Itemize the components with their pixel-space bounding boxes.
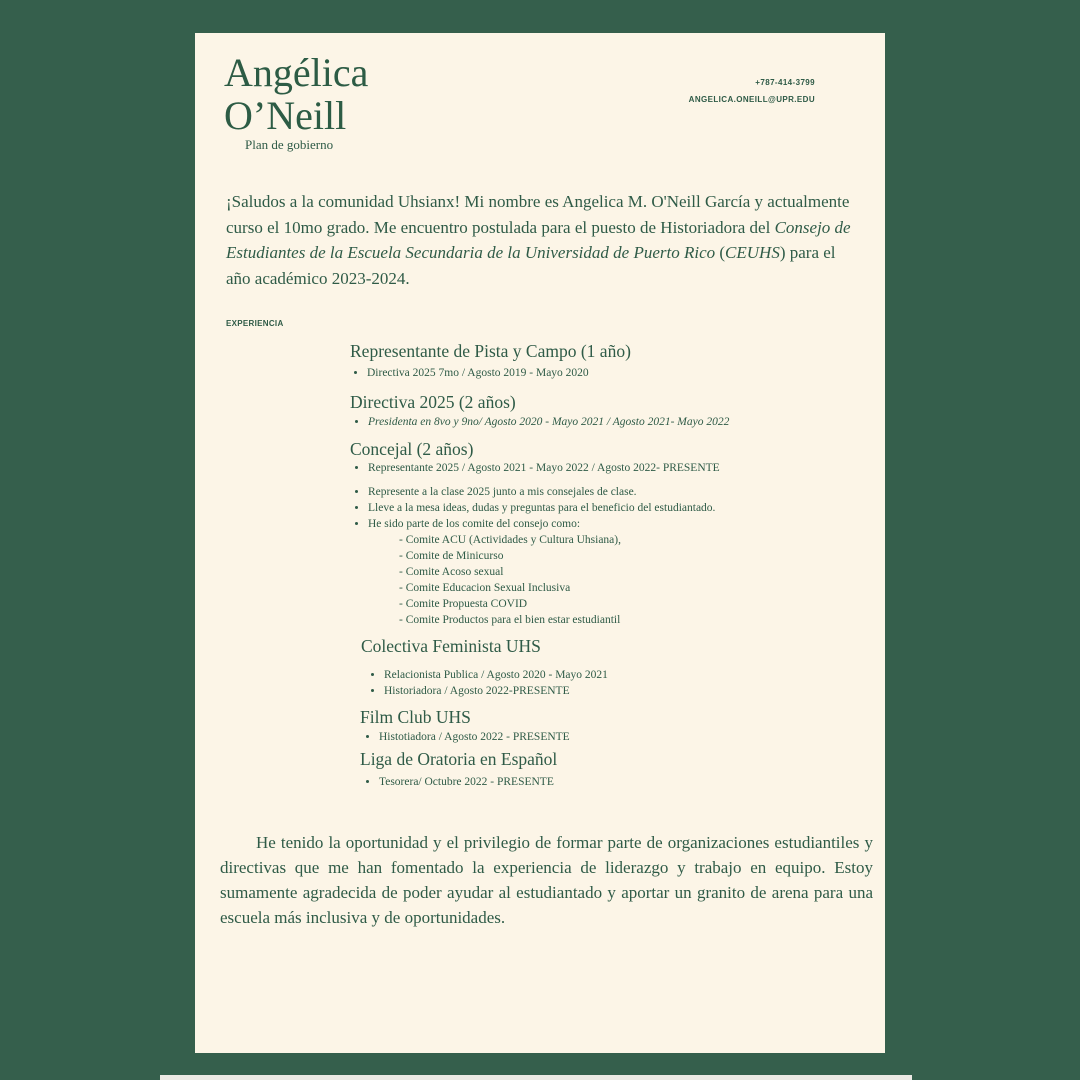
list-item: - Comite Productos para el bien estar estudiantil (399, 614, 621, 626)
exp-list-directiva (350, 414, 729, 430)
name-line-1: Angélica (224, 50, 369, 95)
document-page (195, 33, 885, 1053)
exp-title-colectiva: Colectiva Feminista UHS (361, 636, 541, 656)
list-item: • Histotiadora / Agosto 2022 - PRESENTE (379, 729, 570, 745)
list-item: • Historiadora / Agosto 2022-PRESENTE (384, 683, 608, 699)
exp-list-concejal (350, 460, 720, 476)
exp-title-concejal: Concejal (2 años) (350, 439, 474, 459)
intro-text-1: ¡Saludos a la comunidad Uhsianx! Mi nombre es Angelica M. O'Neill García y actualmente curso el 10mo grado. Me encuentro postulada para el puesto de Historiadora del (226, 192, 850, 237)
exp-title-liga: Liga de Oratoria en Español (360, 749, 558, 769)
committee-list (367, 532, 621, 628)
exp-list-liga (361, 774, 554, 790)
exp-list-concejal-details (350, 484, 715, 532)
closing-paragraph: He tenido la oportunidad y el privilegio de formar parte de organizaciones estudiantiles y directivas que me han fomentado la experiencia de liderazgo y trabajo en equipo. Estoy sumamente agradecida de poder ayudar al estudiantado y aportar un granito de arena para una escuela más inclusiva y de oportunidades. (220, 833, 873, 927)
exp-list-colectiva (366, 667, 608, 699)
list-item: • Tesorera/ Octubre 2022 - PRESENTE (379, 774, 554, 790)
experience-label: EXPERIENCIA (226, 319, 284, 328)
list-item: • Lleve a la mesa ideas, dudas y preguntas para el beneficio del estudiantado. (368, 500, 715, 516)
list-item: • He sido parte de los comite del consejo como: (368, 516, 715, 532)
list-item: - Comite de Minicurso (399, 550, 504, 562)
email-address: ANGELICA.ONEILL@UPR.EDU (688, 95, 815, 104)
exp-title-directiva: Directiva 2025 (2 años) (350, 392, 516, 412)
list-item: - Comite Educacion Sexual Inclusiva (399, 582, 571, 594)
exp-list-film (361, 729, 570, 745)
candidate-name (224, 51, 368, 137)
intro-text-2: ( (715, 243, 726, 262)
list-item: - Comite Acoso sexual (399, 566, 504, 578)
list-item: - Comite ACU (Actividades y Cultura Uhsiana), (399, 534, 621, 546)
list-item: • Representante 2025 / Agosto 2021 - Mayo 2022 / Agosto 2022- PRESENTE (368, 460, 720, 476)
list-item: - Comite Propuesta COVID (399, 598, 528, 610)
bottom-strip (160, 1075, 912, 1080)
exp-title-pista: Representante de Pista y Campo (1 año) (350, 341, 631, 361)
intro-paragraph (226, 189, 858, 291)
contact-info (689, 74, 815, 108)
document-subtitle: Plan de gobierno (245, 137, 334, 152)
intro-italic-2: CEUHS (725, 243, 780, 262)
exp-title-film: Film Club UHS (360, 707, 471, 727)
exp-list-pista (349, 365, 589, 381)
list-item: • Presidenta en 8vo y 9no/ Agosto 2020 - Mayo 2021 / Agosto 2021- Mayo 2022 (368, 414, 729, 430)
name-line-2: O’Neill (224, 93, 347, 138)
intro-italic-1: Consejo de Estudiantes de la Escuela Secundaria de la Universidad de Puerto Rico (226, 217, 851, 262)
intro-text-3: ) para el año académico 2023-2024. (226, 243, 836, 288)
list-item: • Relacionista Publica / Agosto 2020 - Mayo 2021 (384, 667, 608, 683)
list-item: • Represente a la clase 2025 junto a mis consejales de clase. (368, 484, 715, 500)
phone-number: +787-414-3799 (755, 78, 815, 87)
list-item: • Directiva 2025 7mo / Agosto 2019 - Mayo 2020 (367, 365, 589, 381)
